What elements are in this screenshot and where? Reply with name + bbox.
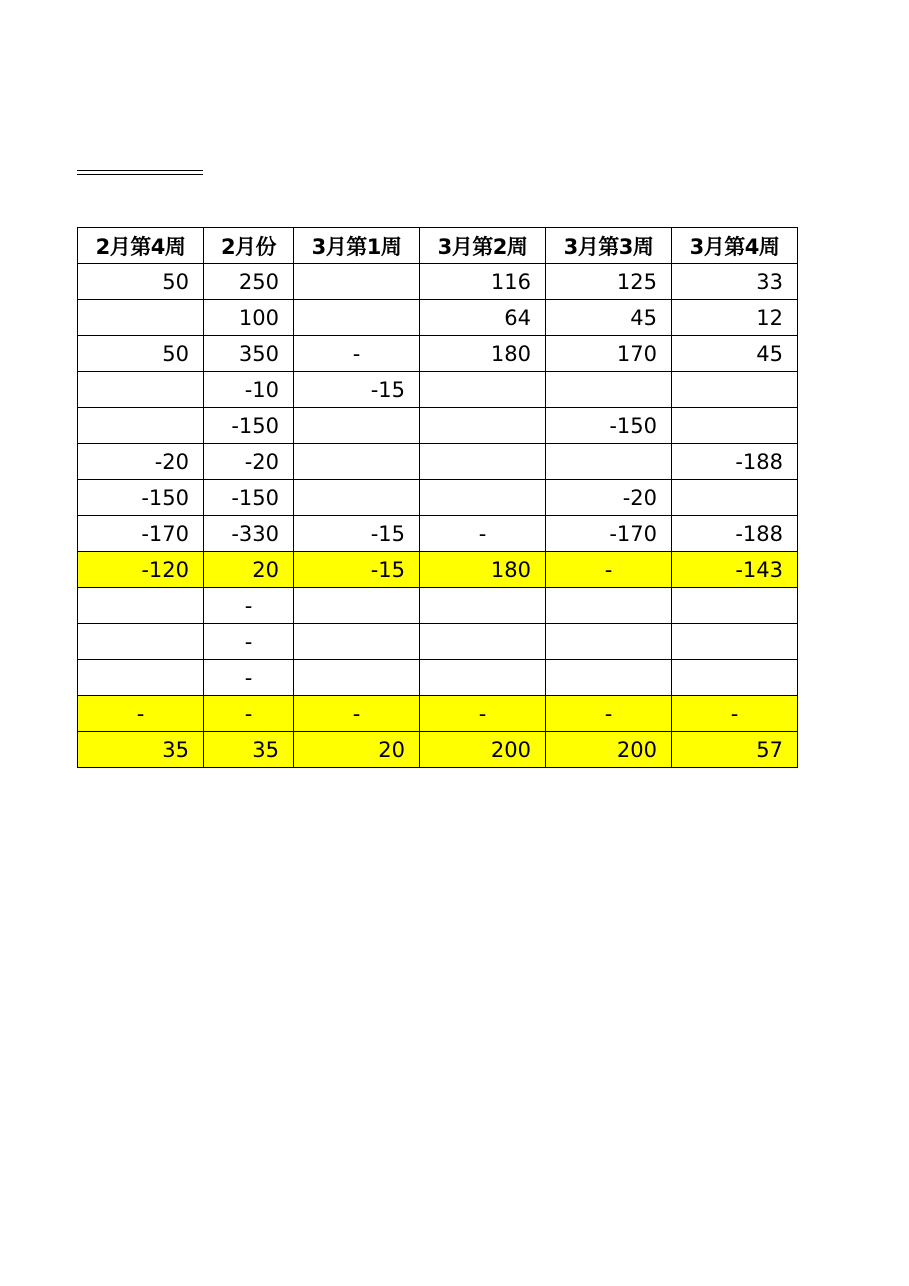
table-cell[interactable]: 12 (672, 300, 798, 336)
table-cell[interactable] (420, 624, 546, 660)
table-cell[interactable]: -15 (294, 552, 420, 588)
table-row (78, 588, 798, 624)
header-cell[interactable]: 3月第4周 (672, 228, 798, 264)
table-cell[interactable]: -20 (204, 444, 294, 480)
header-cell[interactable]: 3月第1周 (294, 228, 420, 264)
table-cell[interactable] (78, 408, 204, 444)
table-cell[interactable] (546, 660, 672, 696)
table-cell[interactable] (420, 660, 546, 696)
table-cell[interactable]: 170 (546, 336, 672, 372)
table-row (78, 300, 798, 336)
table-row (78, 264, 798, 300)
table-cell[interactable]: - (294, 336, 420, 372)
table-cell[interactable] (78, 588, 204, 624)
table-cell[interactable]: -120 (78, 552, 204, 588)
table-cell[interactable]: 57 (672, 732, 798, 768)
table-cell[interactable] (294, 408, 420, 444)
table-cell[interactable] (294, 300, 420, 336)
table-cell[interactable]: 250 (204, 264, 294, 300)
table-cell[interactable]: -15 (294, 516, 420, 552)
table-cell[interactable] (294, 264, 420, 300)
table-cell[interactable]: - (204, 660, 294, 696)
table-row (78, 336, 798, 372)
table-cell[interactable] (78, 372, 204, 408)
table-row (78, 732, 798, 768)
table-cell[interactable] (546, 624, 672, 660)
table-row (78, 660, 798, 696)
table-cell[interactable]: 180 (420, 552, 546, 588)
table-cell[interactable] (420, 588, 546, 624)
table-cell[interactable]: -170 (546, 516, 672, 552)
data-table (77, 227, 798, 768)
table-cell[interactable]: -143 (672, 552, 798, 588)
table-body (78, 264, 798, 768)
table-cell[interactable]: -20 (78, 444, 204, 480)
table-cell[interactable]: -188 (672, 444, 798, 480)
table-cell[interactable]: - (420, 516, 546, 552)
table-row (78, 624, 798, 660)
table-cell[interactable]: -15 (294, 372, 420, 408)
table-cell[interactable]: - (420, 696, 546, 732)
table-cell[interactable] (78, 300, 204, 336)
table-cell[interactable]: -150 (204, 408, 294, 444)
table-cell[interactable] (294, 480, 420, 516)
table-cell[interactable] (294, 624, 420, 660)
table-cell[interactable] (294, 660, 420, 696)
table-cell[interactable] (672, 408, 798, 444)
header-cell[interactable]: 3月第3周 (546, 228, 672, 264)
table-cell[interactable]: -188 (672, 516, 798, 552)
table-row (78, 516, 798, 552)
table-cell[interactable]: 180 (420, 336, 546, 372)
table-row (78, 408, 798, 444)
table-cell[interactable]: 200 (420, 732, 546, 768)
table-cell[interactable] (78, 660, 204, 696)
table-row (78, 372, 798, 408)
table-cell[interactable]: -10 (204, 372, 294, 408)
table-cell[interactable] (546, 372, 672, 408)
table-cell[interactable] (672, 624, 798, 660)
table-cell[interactable] (420, 372, 546, 408)
table-cell[interactable]: -150 (204, 480, 294, 516)
table-cell[interactable]: -150 (546, 408, 672, 444)
header-cell[interactable]: 3月第2周 (420, 228, 546, 264)
table-cell[interactable] (672, 480, 798, 516)
table-cell[interactable]: -330 (204, 516, 294, 552)
table-cell[interactable]: - (204, 696, 294, 732)
table-cell[interactable]: - (204, 588, 294, 624)
table-cell[interactable]: - (546, 696, 672, 732)
table-row (78, 696, 798, 732)
table-cell[interactable]: - (78, 696, 204, 732)
table-cell[interactable]: 350 (204, 336, 294, 372)
table-cell[interactable] (672, 588, 798, 624)
table-cell[interactable]: 20 (294, 732, 420, 768)
table-cell[interactable]: -20 (546, 480, 672, 516)
table-cell[interactable] (546, 444, 672, 480)
table-cell[interactable]: 35 (78, 732, 204, 768)
table-cell[interactable]: 64 (420, 300, 546, 336)
table-cell[interactable]: 200 (546, 732, 672, 768)
table-cell[interactable]: 33 (672, 264, 798, 300)
table-cell[interactable]: - (546, 552, 672, 588)
header-cell[interactable]: 2月份 (204, 228, 294, 264)
header-row (78, 228, 798, 264)
title-underline (77, 170, 203, 175)
table-cell[interactable]: 50 (78, 264, 204, 300)
table-cell[interactable]: -170 (78, 516, 204, 552)
table-row (78, 552, 798, 588)
table-cell[interactable] (672, 660, 798, 696)
table-row (78, 444, 798, 480)
table-cell[interactable] (294, 444, 420, 480)
table-cell[interactable] (78, 624, 204, 660)
table-cell[interactable]: 35 (204, 732, 294, 768)
table-cell[interactable]: 125 (546, 264, 672, 300)
table-cell[interactable]: 20 (204, 552, 294, 588)
table-cell[interactable] (294, 588, 420, 624)
table-cell[interactable] (420, 480, 546, 516)
table-cell[interactable]: - (294, 696, 420, 732)
table-cell[interactable] (672, 372, 798, 408)
table-cell[interactable]: 116 (420, 264, 546, 300)
table-cell[interactable]: -150 (78, 480, 204, 516)
table-cell[interactable]: 100 (204, 300, 294, 336)
table-cell[interactable]: 45 (672, 336, 798, 372)
table-cell[interactable]: - (672, 696, 798, 732)
table-cell[interactable]: 45 (546, 300, 672, 336)
table-cell[interactable] (420, 444, 546, 480)
table-cell[interactable] (420, 408, 546, 444)
header-cell[interactable]: 2月第4周 (78, 228, 204, 264)
table-cell[interactable]: 50 (78, 336, 204, 372)
table-cell[interactable]: - (204, 624, 294, 660)
table-cell[interactable] (546, 588, 672, 624)
table-row (78, 480, 798, 516)
